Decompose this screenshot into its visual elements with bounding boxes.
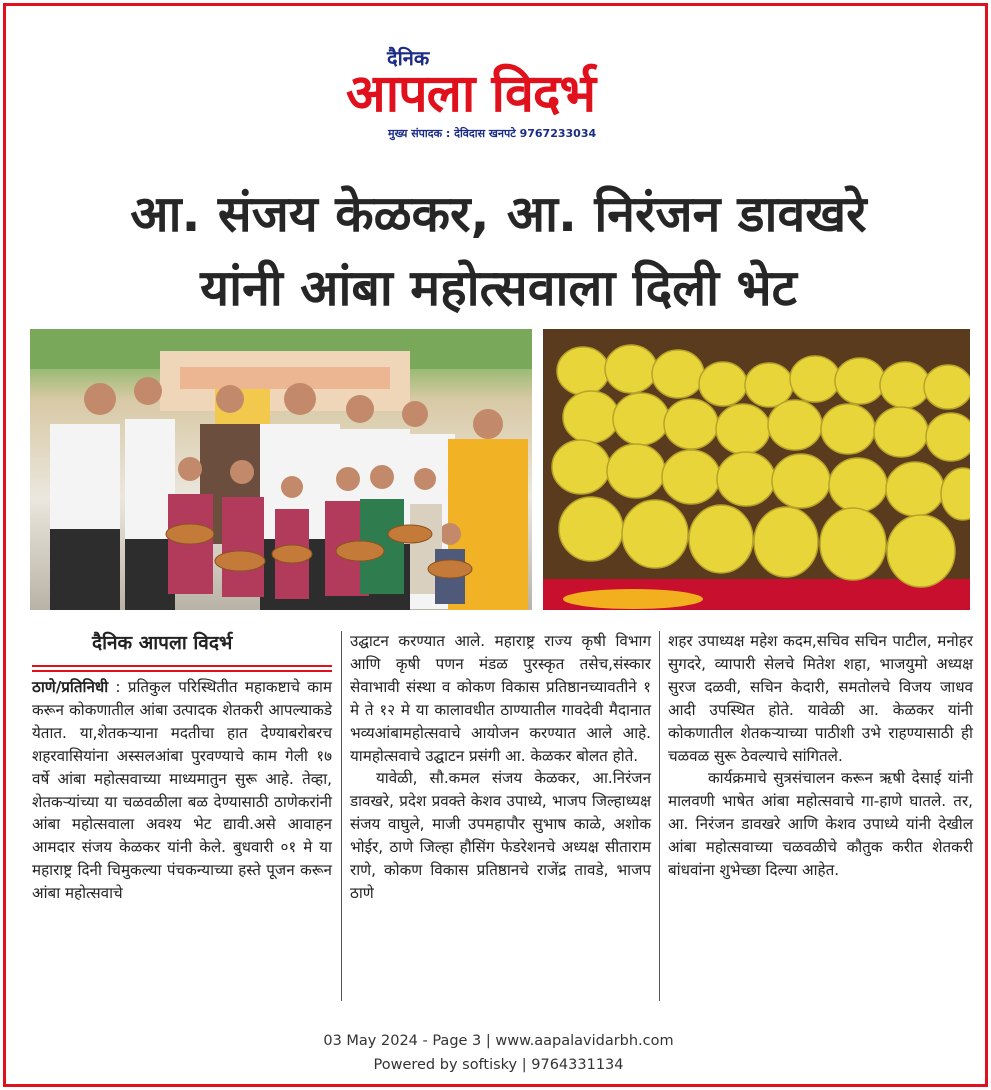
masthead-title: आपला विदर्भ (346, 64, 596, 124)
article-paragraph (32, 676, 332, 905)
headline-line-1: आ. संजय केळकर, आ. निरंजन डावखरे (130, 185, 867, 243)
article-column-1 (32, 676, 332, 905)
article-column-3 (668, 630, 973, 882)
mango-crates-illustration (543, 329, 970, 610)
masthead-editor: मुख्य संपादक : देविदास खनपटे 9767233034 (388, 127, 597, 140)
column-divider (659, 631, 660, 1001)
footer-date-page: 03 May 2024 - Page 3 | www.aapalavidarbh.com (323, 1033, 674, 1049)
article-paragraph: उद्घाटन करण्यात आले. महाराष्ट्र राज्य कृषी विभाग आणि कृषी पणन मंडळ पुरस्कृत तसेच,संस्कार सेवाभावी संस्था व कोकण विकास प्रतिष्ठानच्यावतीने १ मे ते १२ मे या कालावधीत ठाण्यातील गावदेवी मैदानात भव्यआंबामहोत्सवाचे आयोजन करण्यात आले आहे. यामहोत्सवाचे उद्घाटन प्रसंगी आ. केळकर बोलत होते. (350, 632, 651, 765)
event-photo-illustration (30, 329, 532, 610)
article-text: : प्रतिकुल परिस्थितीत महाकष्टाचे काम करून कोकणातील आंबा उत्पादक शेतकरी आपल्याकडे येतात. या,शेतकऱ्याना मदतीचा हात देण्याबरोबरच शहरवासियांना अस्सलआंबा पुरवण्याचे काम गेली १७ वर्षे आंबा महोत्सवाच्या माध्यमातुन सुरू आहे. तेव्हा, शेतकऱ्यांच्या या चळवळीला बळ देण्यासाठी ठाणेकरांनी आंबा महोत्सवाला अवश्य भेट द्यावी.असे आवाहन आमदार संजय केळकर यांनी केले. बुधवारी ०१ मे या महाराष्ट्र दिनी चिमुकल्या पंचकन्याच्या हस्ते पूजन करून आंबा महोत्सवाचे (32, 678, 332, 903)
dateline: ठाणे/प्रतिनिधी (32, 678, 109, 696)
footer-powered-by: Powered by softisky | 9764331134 (373, 1057, 624, 1073)
article-column-2 (350, 630, 651, 905)
byline: दैनिक आपला विदर्भ (92, 632, 233, 654)
article-paragraph: कार्यक्रमाचे सुत्रसंचालन करून ऋषी देसाई यांनी मालवणी भाषेत आंबा महोत्सवाचे गा-हाणे घातले. तर, आ. निरंजन डावखरे आणि केशव उपाध्ये यांनी देखील आंबा महोत्सवाच्या चळवळीचे कौतुक करीत शेतकरी बांधवांना शुभेच्छा दिल्या आहेत. (668, 769, 973, 880)
masthead-dainik: दैनिक (387, 46, 430, 70)
headline-line-2: यांनी आंबा महोत्सवाला दिली भेट (200, 259, 797, 317)
byline-rule-top (32, 665, 332, 667)
column-divider (341, 631, 342, 1001)
mango-photo (543, 329, 970, 610)
newspaper-clipping (3, 3, 988, 1087)
article-paragraph: यावेळी, सौ.कमल संजय केळकर, आ.निरंजन डावखरे, प्रदेश प्रवक्ते केशव उपाध्ये, भाजप जिल्हाध्यक्ष संजय वाघुले, माजी उपमहापौर सुभाष काळे, अशोक भोईर, ठाणे जिल्हा हौसिंग फेडरेशनचे अध्यक्ष सीताराम राणे, कोकण विकास प्रतिष्ठानचे राजेंद्र तावडे, भाजप ठाणे (350, 769, 651, 902)
article-paragraph: शहर उपाध्यक्ष महेश कदम,सचिव सचिन पाटील, मनोहर सुगदरे, व्यापारी सेलचे मितेश शहा, भाजयुमो अध्यक्ष सुरज दळवी, सचिन केदारी, समतोलचे विजय जाधव आदी उपस्थित होते. यावेळी आ. केळकर यांनी कोकणातील शेतकऱ्याच्या पाठीशी उभे राहण्यासाठी ही चळवळ सुरू ठेवल्याचे सांगितले. (668, 632, 973, 765)
byline-rule-bottom (32, 670, 332, 672)
event-photo (30, 329, 532, 610)
